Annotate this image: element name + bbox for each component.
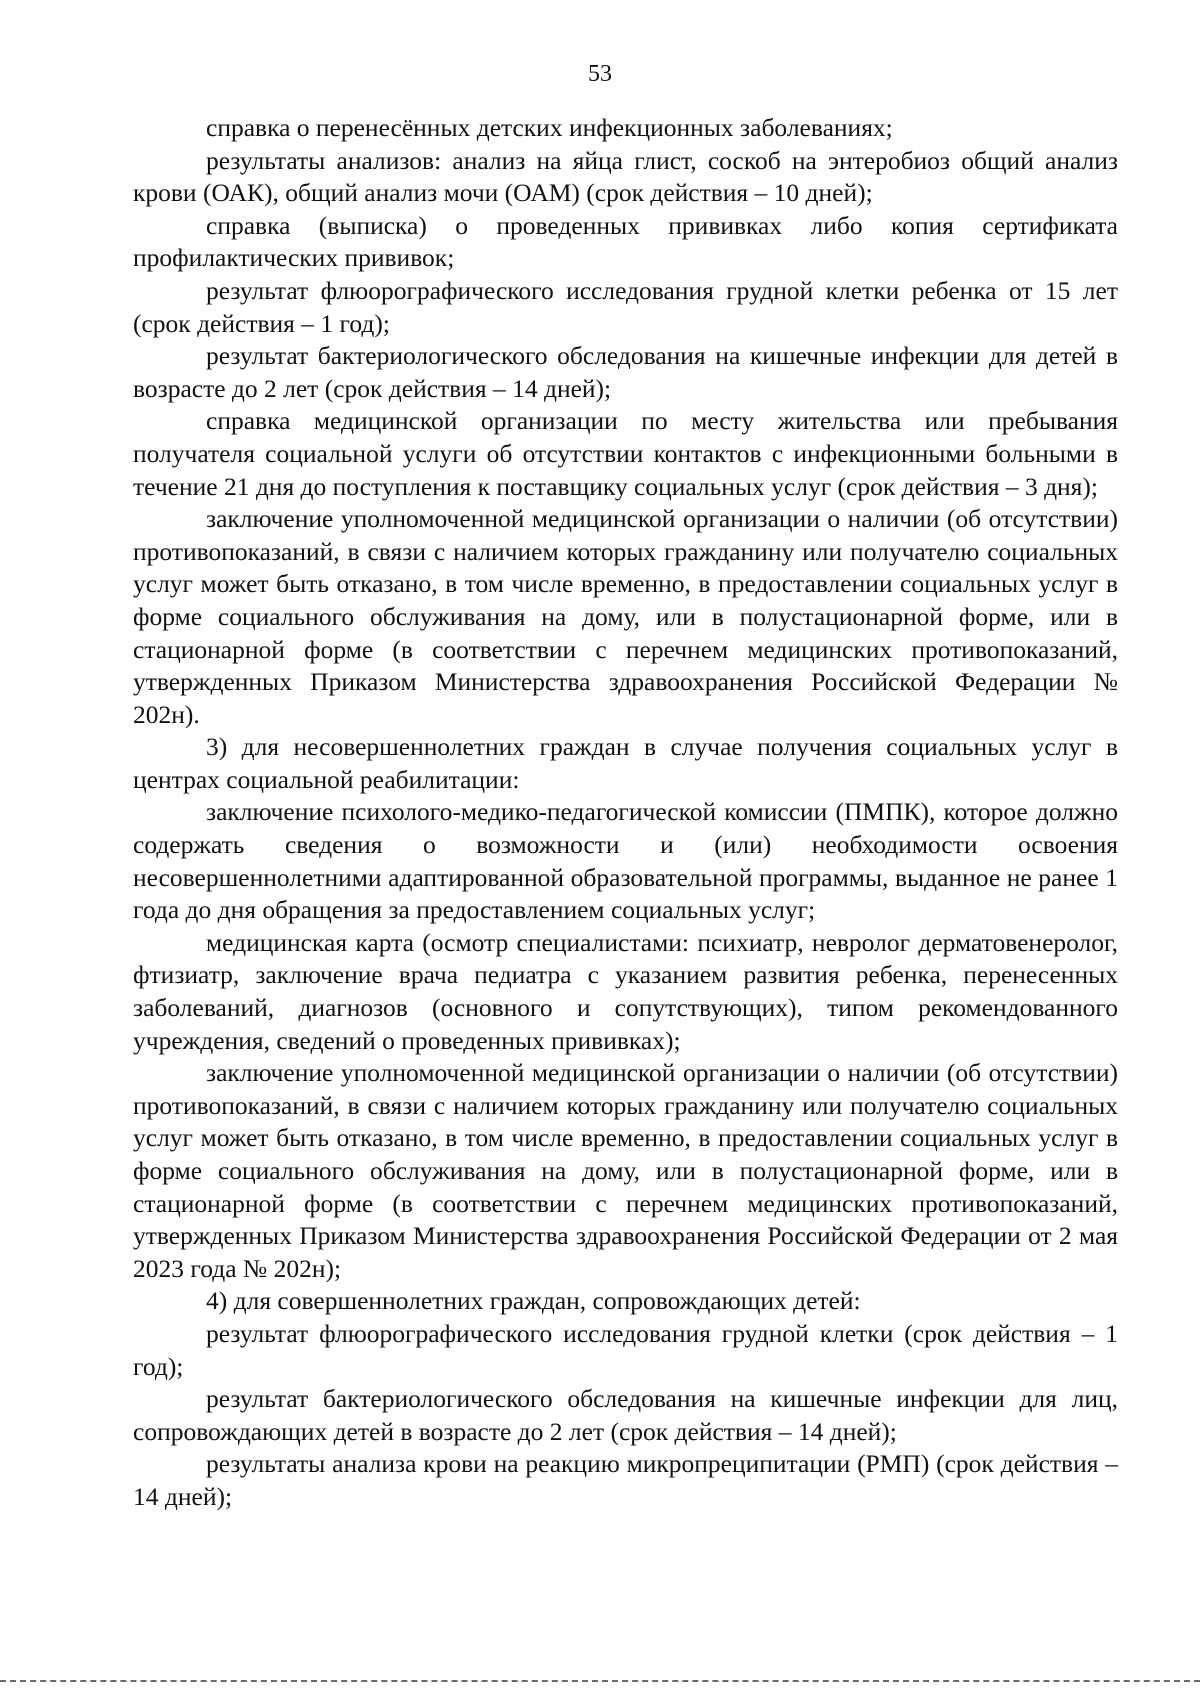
paragraph: 4) для совершеннолетних граждан, сопровождающих детей: [206, 1286, 861, 1316]
paragraph: справка (выписка) о проведенных прививках либо копия сертификата профилактических прививок; [133, 210, 1118, 273]
paragraph: результат бактериологического обследования на кишечные инфекции для детей в возрасте до 2 лет (срок действия – 14 дней); [133, 341, 1118, 403]
paragraph: заключение психолого-медико-педагогической комиссии (ПМПК), которое должно содержать сведения о возможности и (или) необходимости освоения несовершеннолетними адаптированной образовательной программы, выданное не ранее 1 года до дня обращения за предоставлением социальных услуг; [133, 797, 1118, 925]
paragraph: 3) для несовершеннолетних граждан в случае получения социальных услуг в центрах социальной реабилитации: [133, 732, 1118, 794]
document-body [133, 112, 1118, 1514]
paragraph: справка медицинской организации по месту жительства или пребывания получателя социальной услуги об отсутствии контактов с инфекционными больными в течение 21 дня до поступления к поставщику социальных услуг (срок действия – 3 дня); [133, 406, 1118, 501]
paragraph: результаты анализа крови на реакцию микропреципитации (РМП) (срок действия – 14 дней); [133, 1449, 1118, 1511]
page-number: 53 [588, 61, 612, 87]
paragraph: справка о перенесённых детских инфекционных заболеваниях; [206, 113, 893, 142]
paragraph: результаты анализов: анализ на яйца глист, соскоб на энтеробиоз общий анализ крови (ОАК), общий анализ мочи (ОАМ) (срок действия – 10 дней); [133, 145, 1118, 208]
paragraph: медицинская карта (осмотр специалистами: психиатр, невролог дерматовенеролог, фтизиатр, заключение врача педиатра с указанием развития ребенка, перенесенных заболеваний, диагнозов (основного и сопутствующих), типом рекомендованного учреждения, сведений о проведенных прививках); [133, 927, 1118, 1055]
paragraph: заключение уполномоченной медицинской организации о наличии (об отсутствии) противопоказаний, в связи с наличием которых гражданину или получателю социальных услуг может быть отказано, в том числе временно, в предоставлении социальных услуг в форме социального обслуживания на дому, или в полустационарной форме, или в стационарной форме (в соответствии с перечнем медицинских противопоказаний, утвержденных Приказом Министерства здравоохранения Российской Федерации от 2 мая 2023 года № 202н); [133, 1058, 1118, 1283]
paragraph: заключение уполномоченной медицинской организации о наличии (об отсутствии) противопоказаний, в связи с наличием которых гражданину или получателю социальных услуг может быть отказано, в том числе временно, в предоставлении социальных услуг в форме социального обслуживания на дому, или в полустационарной форме, или в стационарной форме (в соответствии с перечнем медицинских противопоказаний, утвержденных Приказом Министерства здравоохранения Российской Федерации № 202н). [133, 504, 1118, 729]
paragraph: результат флюорографического исследования грудной клетки ребенка от 15 лет (срок действия – 1 год); [133, 275, 1118, 338]
bottom-divider [0, 1680, 1200, 1682]
paragraph: результат флюорографического исследования грудной клетки (срок действия – 1 год); [133, 1318, 1118, 1381]
paragraph: результат бактериологического обследования на кишечные инфекции для лиц, сопровождающих детей в возрасте до 2 лет (срок действия – 14 дней); [133, 1384, 1118, 1446]
